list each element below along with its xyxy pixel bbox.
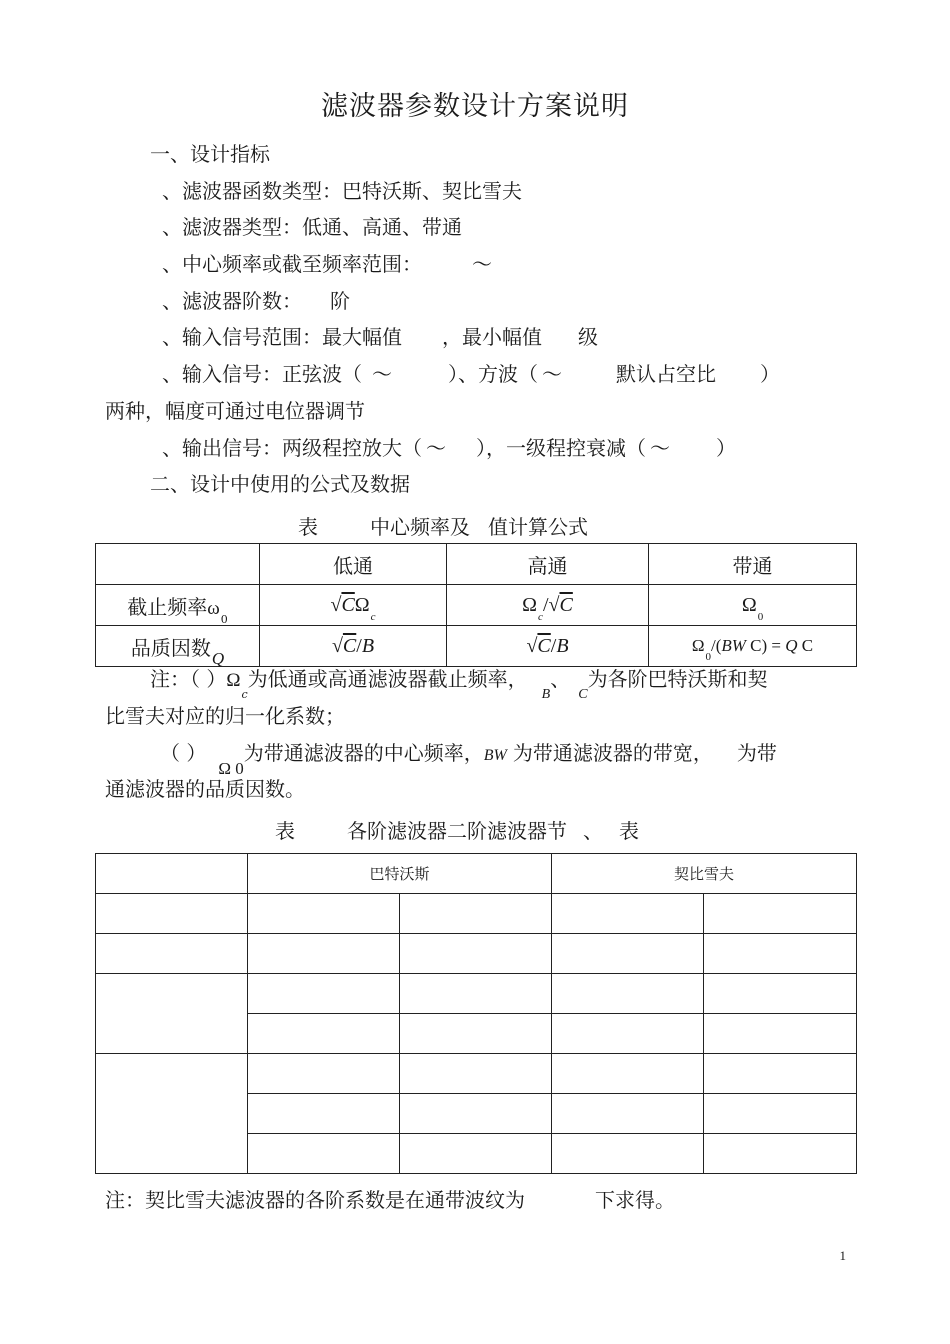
table-cell bbox=[704, 1054, 857, 1094]
table-cell bbox=[552, 1014, 704, 1054]
table1-caption: 表 中心频率及 值计算公式 bbox=[298, 515, 588, 539]
frequency-formula-table bbox=[95, 543, 857, 667]
table-cell bbox=[400, 934, 552, 974]
note-2: （ ）$_{\Omega 0}$为带通滤波器的中心频率，BW 为带通滤波器的带宽， 为带 bbox=[160, 741, 777, 778]
formula-lowpass-cutoff: $√C\Omega_c$ bbox=[260, 585, 447, 626]
table-cell bbox=[96, 934, 248, 974]
formula-bandpass-q: $\Omega_0/(BW$ C) = Q C bbox=[649, 626, 857, 667]
spec-item-frequency-range: 、中心频率或截至频率范围： ～ bbox=[162, 252, 492, 276]
page-number: 1 bbox=[839, 1248, 846, 1263]
table-cell bbox=[248, 1094, 400, 1134]
table-cell bbox=[552, 894, 704, 934]
formula-highpass-q: √C/B bbox=[447, 626, 649, 667]
table-cell bbox=[704, 1134, 857, 1174]
table-cell bbox=[248, 974, 400, 1014]
table-cell bbox=[552, 1054, 704, 1094]
section2-heading: 二、设计中使用的公式及数据 bbox=[150, 472, 410, 496]
table1-header-highpass: 高通 bbox=[447, 544, 649, 585]
table-cell bbox=[96, 894, 248, 934]
spec-input-signal-continuation: 两种，幅度可通过电位器调节 bbox=[105, 399, 365, 423]
filter-coefficient-table bbox=[95, 853, 857, 1174]
table-cell bbox=[400, 974, 552, 1014]
note-1: 注：（ ）$\Omega_c$为低通或高通滤波器截止频率，$_B$、$_C$为各阶巴特沃斯和契 bbox=[150, 667, 768, 702]
formula-highpass-cutoff: $\Omega_c/√C$ bbox=[447, 585, 649, 626]
table-cell bbox=[704, 894, 857, 934]
table-cell bbox=[704, 1094, 857, 1134]
footer-note: 注：契比雪夫滤波器的各阶系数是在通带波纹为 下求得。 bbox=[105, 1188, 675, 1212]
spec-item-filter-type: 、滤波器类型：低通、高通、带通 bbox=[162, 215, 462, 239]
spec-item-output-signal: 、输出信号：两级程控放大（ ～ ），一级程控衰减（ ～ ） bbox=[162, 436, 736, 460]
table1-header-bandpass: 带通 bbox=[649, 544, 857, 585]
table-cell bbox=[552, 934, 704, 974]
table-row bbox=[96, 894, 857, 934]
table-cell bbox=[248, 1134, 400, 1174]
table-cell bbox=[400, 1014, 552, 1054]
spec-item-input-range: 、输入信号范围：最大幅值 ，最小幅值 级 bbox=[162, 325, 598, 349]
table-cell bbox=[704, 934, 857, 974]
table-cell bbox=[400, 1134, 552, 1174]
table2-corner-cell bbox=[96, 854, 248, 894]
table1-header-lowpass: 低通 bbox=[260, 544, 447, 585]
spec-item-function-type: 、滤波器函数类型：巴特沃斯、契比雪夫 bbox=[162, 179, 522, 203]
table-cell bbox=[704, 974, 857, 1014]
table-cell bbox=[552, 1094, 704, 1134]
table1-row-cutoff-label: 截止频率$\omega_0$ bbox=[96, 585, 260, 626]
table-cell bbox=[248, 1014, 400, 1054]
table-cell bbox=[552, 974, 704, 1014]
spec-item-input-signal: 、输入信号：正弦波（ ～ ）、方波（ ～ 默认占空比 ） bbox=[162, 362, 780, 386]
table-row bbox=[96, 1054, 857, 1094]
table-cell bbox=[552, 1134, 704, 1174]
table1-corner-cell bbox=[96, 544, 260, 585]
table1-row-q-label: 品质因数$_Q$ bbox=[96, 626, 260, 667]
table-cell bbox=[400, 894, 552, 934]
note-1-continuation: 比雪夫对应的归一化系数； bbox=[105, 704, 345, 728]
section1-heading: 一、设计指标 bbox=[150, 142, 270, 166]
table2-header-butterworth: 巴特沃斯 bbox=[248, 854, 552, 894]
table-cell bbox=[704, 1014, 857, 1054]
formula-lowpass-q: √C/B bbox=[260, 626, 447, 667]
table2-header-chebyshev: 契比雪夫 bbox=[552, 854, 857, 894]
table-cell bbox=[96, 1054, 248, 1174]
table-row bbox=[96, 974, 857, 1014]
page-title: 滤波器参数设计方案说明 bbox=[321, 91, 629, 122]
spec-item-order: 、滤波器阶数： 阶 bbox=[162, 289, 350, 313]
note-2-continuation: 通滤波器的品质因数。 bbox=[105, 777, 305, 801]
table2-caption: 表 各阶滤波器二阶滤波器节 、 表 bbox=[275, 819, 639, 843]
formula-bandpass-center: $\Omega_0$ bbox=[649, 585, 857, 626]
table-cell bbox=[248, 934, 400, 974]
table-cell bbox=[400, 1054, 552, 1094]
table-cell bbox=[400, 1094, 552, 1134]
table-row bbox=[96, 934, 857, 974]
table-cell bbox=[248, 894, 400, 934]
table-cell bbox=[248, 1054, 400, 1094]
table-cell bbox=[96, 974, 248, 1054]
